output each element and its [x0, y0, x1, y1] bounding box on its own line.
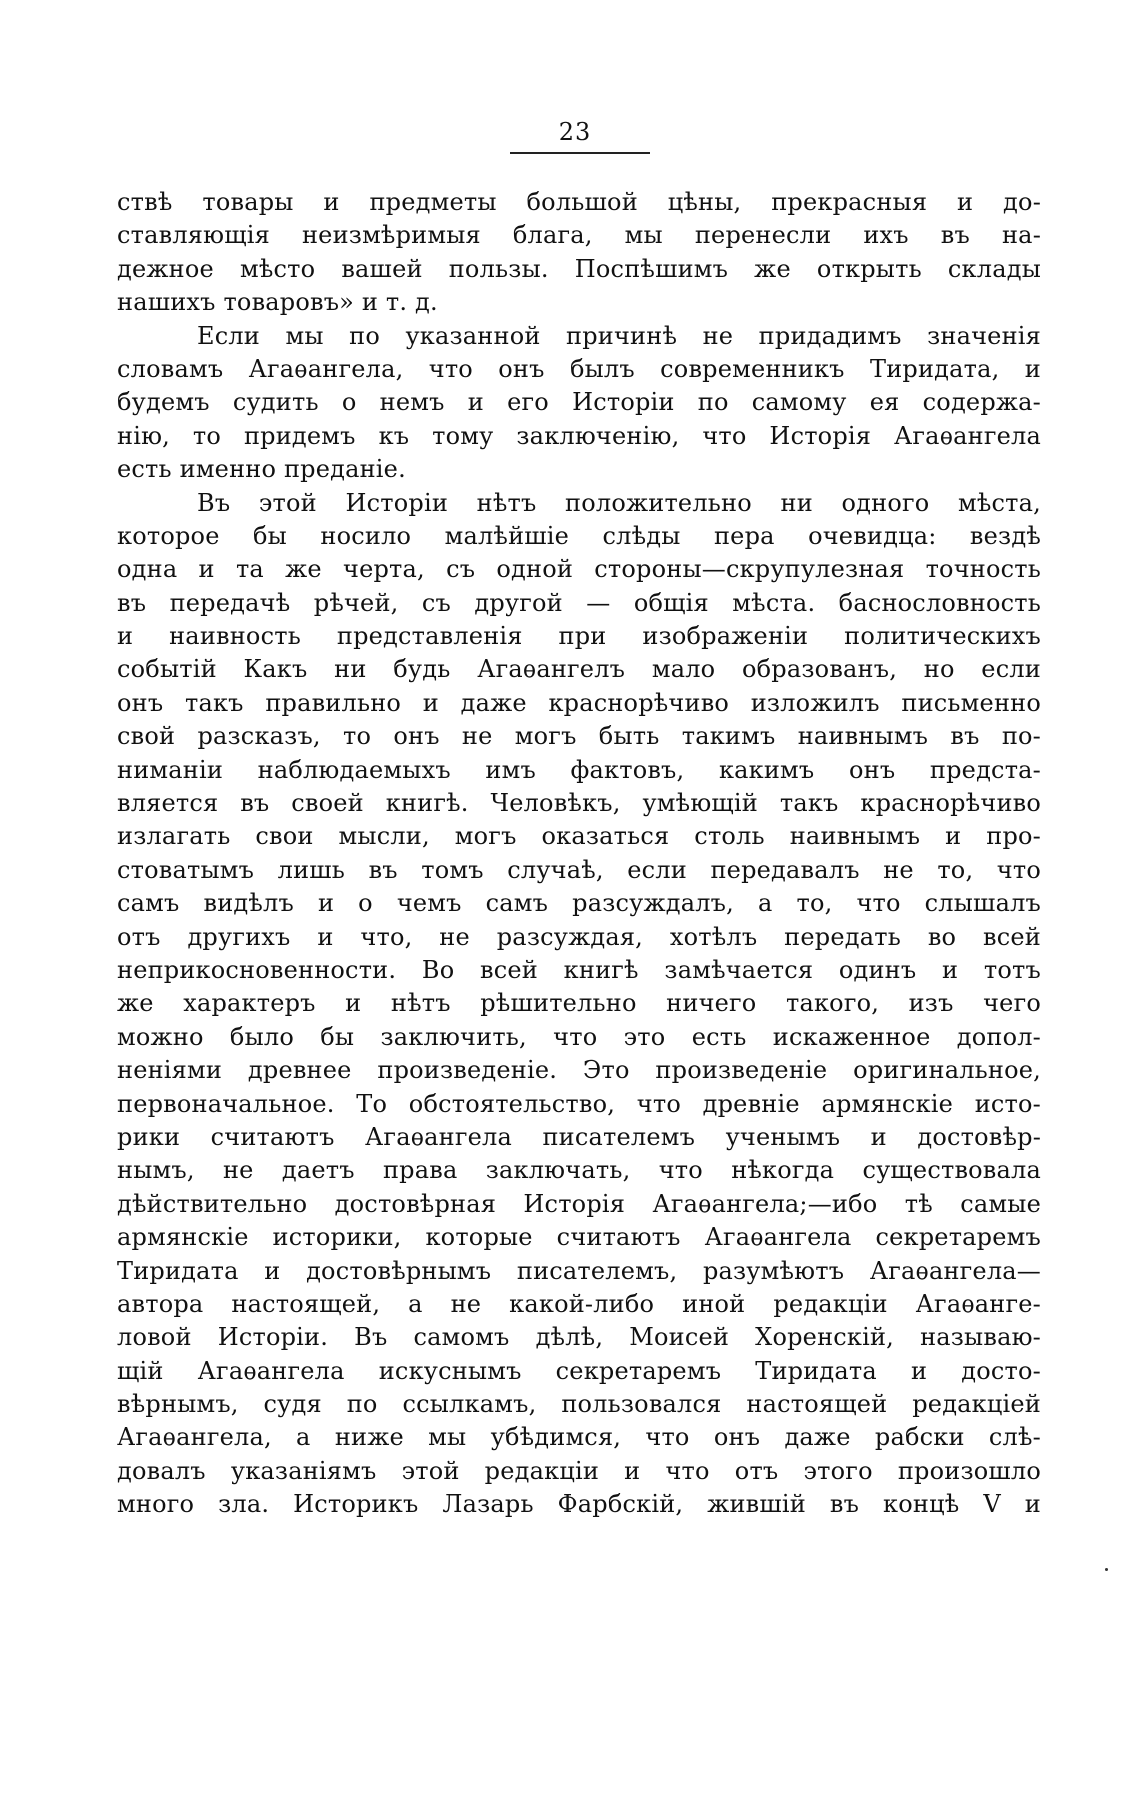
text-line: нымъ, не даетъ права заключать, что нѣкогда существовала [117, 1156, 1041, 1185]
text-line: и наивность представленія при изображеніи политическихъ [117, 622, 1041, 651]
text-line: неніями древнее произведеніе. Это произведеніе оригинальное, [117, 1056, 1041, 1085]
scan-speck [1105, 1568, 1108, 1571]
page-number: 23 [558, 118, 592, 146]
text-line: которое бы носило малѣйшіе слѣды пера очевидца: вездѣ [117, 521, 1041, 550]
text-line: нашихъ товаровъ» и т. д. [117, 288, 438, 317]
text-line: Въ этой Исторіи нѣтъ положительно ни одного мѣста, [197, 488, 1041, 517]
text-line: одна и та же черта, съ одной стороны—скрупулезная точность [117, 555, 1041, 584]
text-line: Если мы по указанной причинѣ не придадимъ значенія [197, 321, 1041, 350]
text-line: будемъ судить о немъ и его Исторіи по самому ея содержа- [117, 388, 1041, 417]
text-line: вѣрнымъ, судя по ссылкамъ, пользовался настоящей редакціей [117, 1390, 1041, 1419]
text-line: самъ видѣлъ и о чемъ самъ разсуждалъ, а то, что слышалъ [117, 889, 1041, 918]
text-line: первоначальное. То обстоятельство, что древніе армянскіе исто- [117, 1089, 1041, 1118]
text-line: ставляющія неизмѣримыя блага, мы перенесли ихъ въ на- [117, 221, 1041, 250]
text-line: отъ другихъ и что, не разсуждая, хотѣлъ передать во всей [117, 922, 1041, 951]
text-line: ствѣ товары и предметы большой цѣны, прекрасныя и до- [117, 188, 1041, 216]
text-line: есть именно преданіе. [117, 455, 406, 484]
page-number-rule [510, 152, 650, 154]
body-text [117, 186, 1041, 1522]
text-line: вляется въ своей книгѣ. Человѣкъ, умѣющій такъ краснорѣчиво [117, 789, 1041, 818]
text-line: событій Какъ ни будь Агаѳангелъ мало образованъ, но если [117, 655, 1041, 684]
text-line: ниманіи наблюдаемыхъ имъ фактовъ, какимъ онъ предста- [117, 755, 1041, 784]
text-line: ловой Исторіи. Въ самомъ дѣлѣ, Моисей Хоренскій, называю- [117, 1323, 1041, 1352]
text-line: стоватымъ лишь въ томъ случаѣ, если передавалъ не то, что [117, 855, 1041, 884]
text-line: армянскіе историки, которые считаютъ Агаѳангела секретаремъ [117, 1223, 1041, 1252]
text-line: можно было бы заключить, что это есть искаженное допол- [117, 1022, 1041, 1051]
text-line: много зла. Историкъ Лазарь Фарбскій, жившій въ концѣ V и [117, 1490, 1041, 1519]
text-line: словамъ Агаѳангела, что онъ былъ современникъ Тиридата, и [117, 354, 1041, 383]
text-line: свой разсказъ, то онъ не могъ быть такимъ наивнымъ въ по- [117, 722, 1041, 751]
text-line: автора настоящей, а не какой-либо иной редакціи Агаѳанге- [117, 1289, 1041, 1318]
text-line: неприкосновенности. Во всей книгѣ замѣчается одинъ и тотъ [117, 955, 1041, 984]
text-line: дежное мѣсто вашей пользы. Поспѣшимъ же открыть склады [117, 254, 1041, 283]
text-line: щій Агаѳангела искуснымъ секретаремъ Тиридата и досто- [117, 1356, 1041, 1385]
text-line: онъ такъ правильно и даже краснорѣчиво изложилъ письменно [117, 688, 1041, 717]
text-line: излагать свои мысли, могъ оказаться столь наивнымъ и про- [117, 822, 1041, 851]
text-line: Агаѳангела, а ниже мы убѣдимся, что онъ даже рабски слѣ- [117, 1423, 1041, 1452]
text-line: же характеръ и нѣтъ рѣшительно ничего такого, изъ чего [117, 989, 1041, 1018]
text-line: въ передачѣ рѣчей, съ другой — общія мѣста. баснословность [117, 588, 1041, 617]
text-line: Тиридата и достовѣрнымъ писателемъ, разумѣютъ Агаѳангела— [117, 1256, 1041, 1285]
text-line: дѣйствительно достовѣрная Исторія Агаѳангела;—ибо тѣ самые [117, 1189, 1041, 1218]
text-line: довалъ указаніямъ этой редакціи и что отъ этого произошло [117, 1456, 1041, 1485]
text-line: рики считаютъ Агаѳангела писателемъ ученымъ и достовѣр- [117, 1122, 1041, 1151]
text-line: нію, то придемъ къ тому заключенію, что Исторія Агаѳангела [117, 421, 1041, 450]
